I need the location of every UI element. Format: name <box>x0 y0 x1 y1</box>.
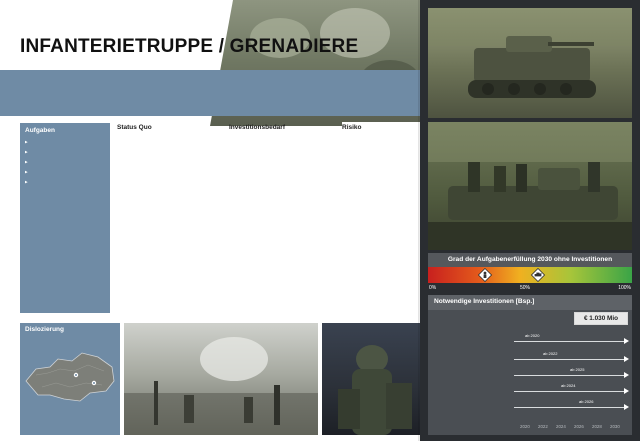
photo-mounted-infantry <box>428 122 632 250</box>
gauge-title: Grad der Aufgabenerfüllung 2030 ohne Investitionen <box>428 253 632 267</box>
risiko-paragraph <box>342 155 418 161</box>
investment-axis-label: 2020 <box>520 424 530 429</box>
gauge-tick-mid: 50% <box>520 285 531 291</box>
investment-axis-label: 2026 <box>574 424 584 429</box>
investment-panel <box>428 295 632 435</box>
photo-grenadiers-field-graphic <box>124 323 318 435</box>
gauge-marker-soldier <box>478 268 492 282</box>
arrow-right-icon <box>624 356 629 362</box>
photo-armoured-vehicle <box>428 8 632 118</box>
arrow-right-icon <box>624 388 629 394</box>
gauge-bar <box>428 267 632 283</box>
investment-row-year: ab 2026 <box>579 399 594 404</box>
investment-row-year: ab 2024 <box>561 383 576 388</box>
soldier-icon <box>478 268 492 282</box>
investment-row-line <box>514 341 624 342</box>
risiko-paragraph <box>342 133 418 139</box>
investitionsbedarf-paragraph <box>229 155 333 161</box>
aufgaben-item <box>25 169 105 175</box>
intro-band <box>0 70 420 116</box>
investitionsbedarf-paragraph <box>229 166 333 172</box>
aufgaben-item <box>25 139 105 145</box>
aufgaben-heading: Aufgaben <box>25 127 55 134</box>
base-marker-icon <box>92 381 96 385</box>
investment-axis <box>520 424 628 431</box>
investment-row <box>428 335 632 347</box>
risiko-paragraph <box>342 144 418 150</box>
investment-row <box>428 385 632 397</box>
arrow-right-icon <box>624 338 629 344</box>
photo-soldier-portrait <box>322 323 420 435</box>
risiko-panel <box>342 122 420 318</box>
aufgaben-panel <box>20 123 110 313</box>
aufgaben-list <box>20 139 110 185</box>
investment-row <box>428 353 632 365</box>
investment-axis-label: 2028 <box>592 424 602 429</box>
aufgaben-item <box>25 149 105 155</box>
investment-title-bar <box>428 295 632 310</box>
page-title: INFANTERIETRUPPE / GRENADIERE <box>20 36 359 57</box>
gauge-marker-tank <box>531 268 545 282</box>
investment-row-line <box>514 375 624 376</box>
investment-row <box>428 369 632 381</box>
gauge-tick-left: 0% <box>429 285 437 291</box>
investment-row-line <box>514 407 624 408</box>
investitionsbedarf-paragraph <box>229 144 333 150</box>
investment-total-badge: € 1.030 Mio <box>574 312 628 325</box>
arrow-right-icon <box>624 404 629 410</box>
photo-mounted-infantry-graphic <box>428 122 632 250</box>
investitionsbedarf-paragraph <box>229 133 333 139</box>
status-quo-heading: Status Quo <box>117 124 152 131</box>
austria-map-graphic <box>20 323 120 435</box>
gauge-tick-right: 100% <box>618 285 631 291</box>
investment-row-line <box>514 391 624 392</box>
investment-row-year: ab 2022 <box>543 351 558 356</box>
investment-row <box>428 401 632 413</box>
investment-axis-label: 2022 <box>538 424 548 429</box>
investment-row-year: ab 2020 <box>525 333 540 338</box>
tank-icon <box>531 268 545 282</box>
arrow-right-icon <box>624 372 629 378</box>
aufgaben-item <box>25 179 105 185</box>
photo-soldier-portrait-graphic <box>322 323 420 435</box>
photo-grenadiers-field <box>124 323 318 435</box>
risiko-text <box>342 133 418 166</box>
dislozierung-map-tile <box>20 323 120 435</box>
investment-axis-label: 2030 <box>610 424 620 429</box>
investment-row-year: ab 2025 <box>570 367 585 372</box>
investitionsbedarf-text <box>229 133 333 177</box>
investment-title: Notwendige Investitionen [Bsp.] <box>434 298 535 305</box>
status-quo-paragraph <box>117 133 219 139</box>
investitionsbedarf-heading: Investitionsbedarf <box>229 124 285 131</box>
status-quo-text <box>117 133 219 144</box>
aufgaben-item <box>25 159 105 165</box>
gauge-tick-labels <box>428 285 632 292</box>
dislozierung-heading: Dislozierung <box>25 326 65 333</box>
right-page <box>420 0 640 441</box>
investment-row-line <box>514 359 624 360</box>
photo-armoured-vehicle-graphic <box>428 8 632 118</box>
investment-axis-label: 2024 <box>556 424 566 429</box>
risiko-heading: Risiko <box>342 124 362 131</box>
base-marker-icon <box>74 373 78 377</box>
